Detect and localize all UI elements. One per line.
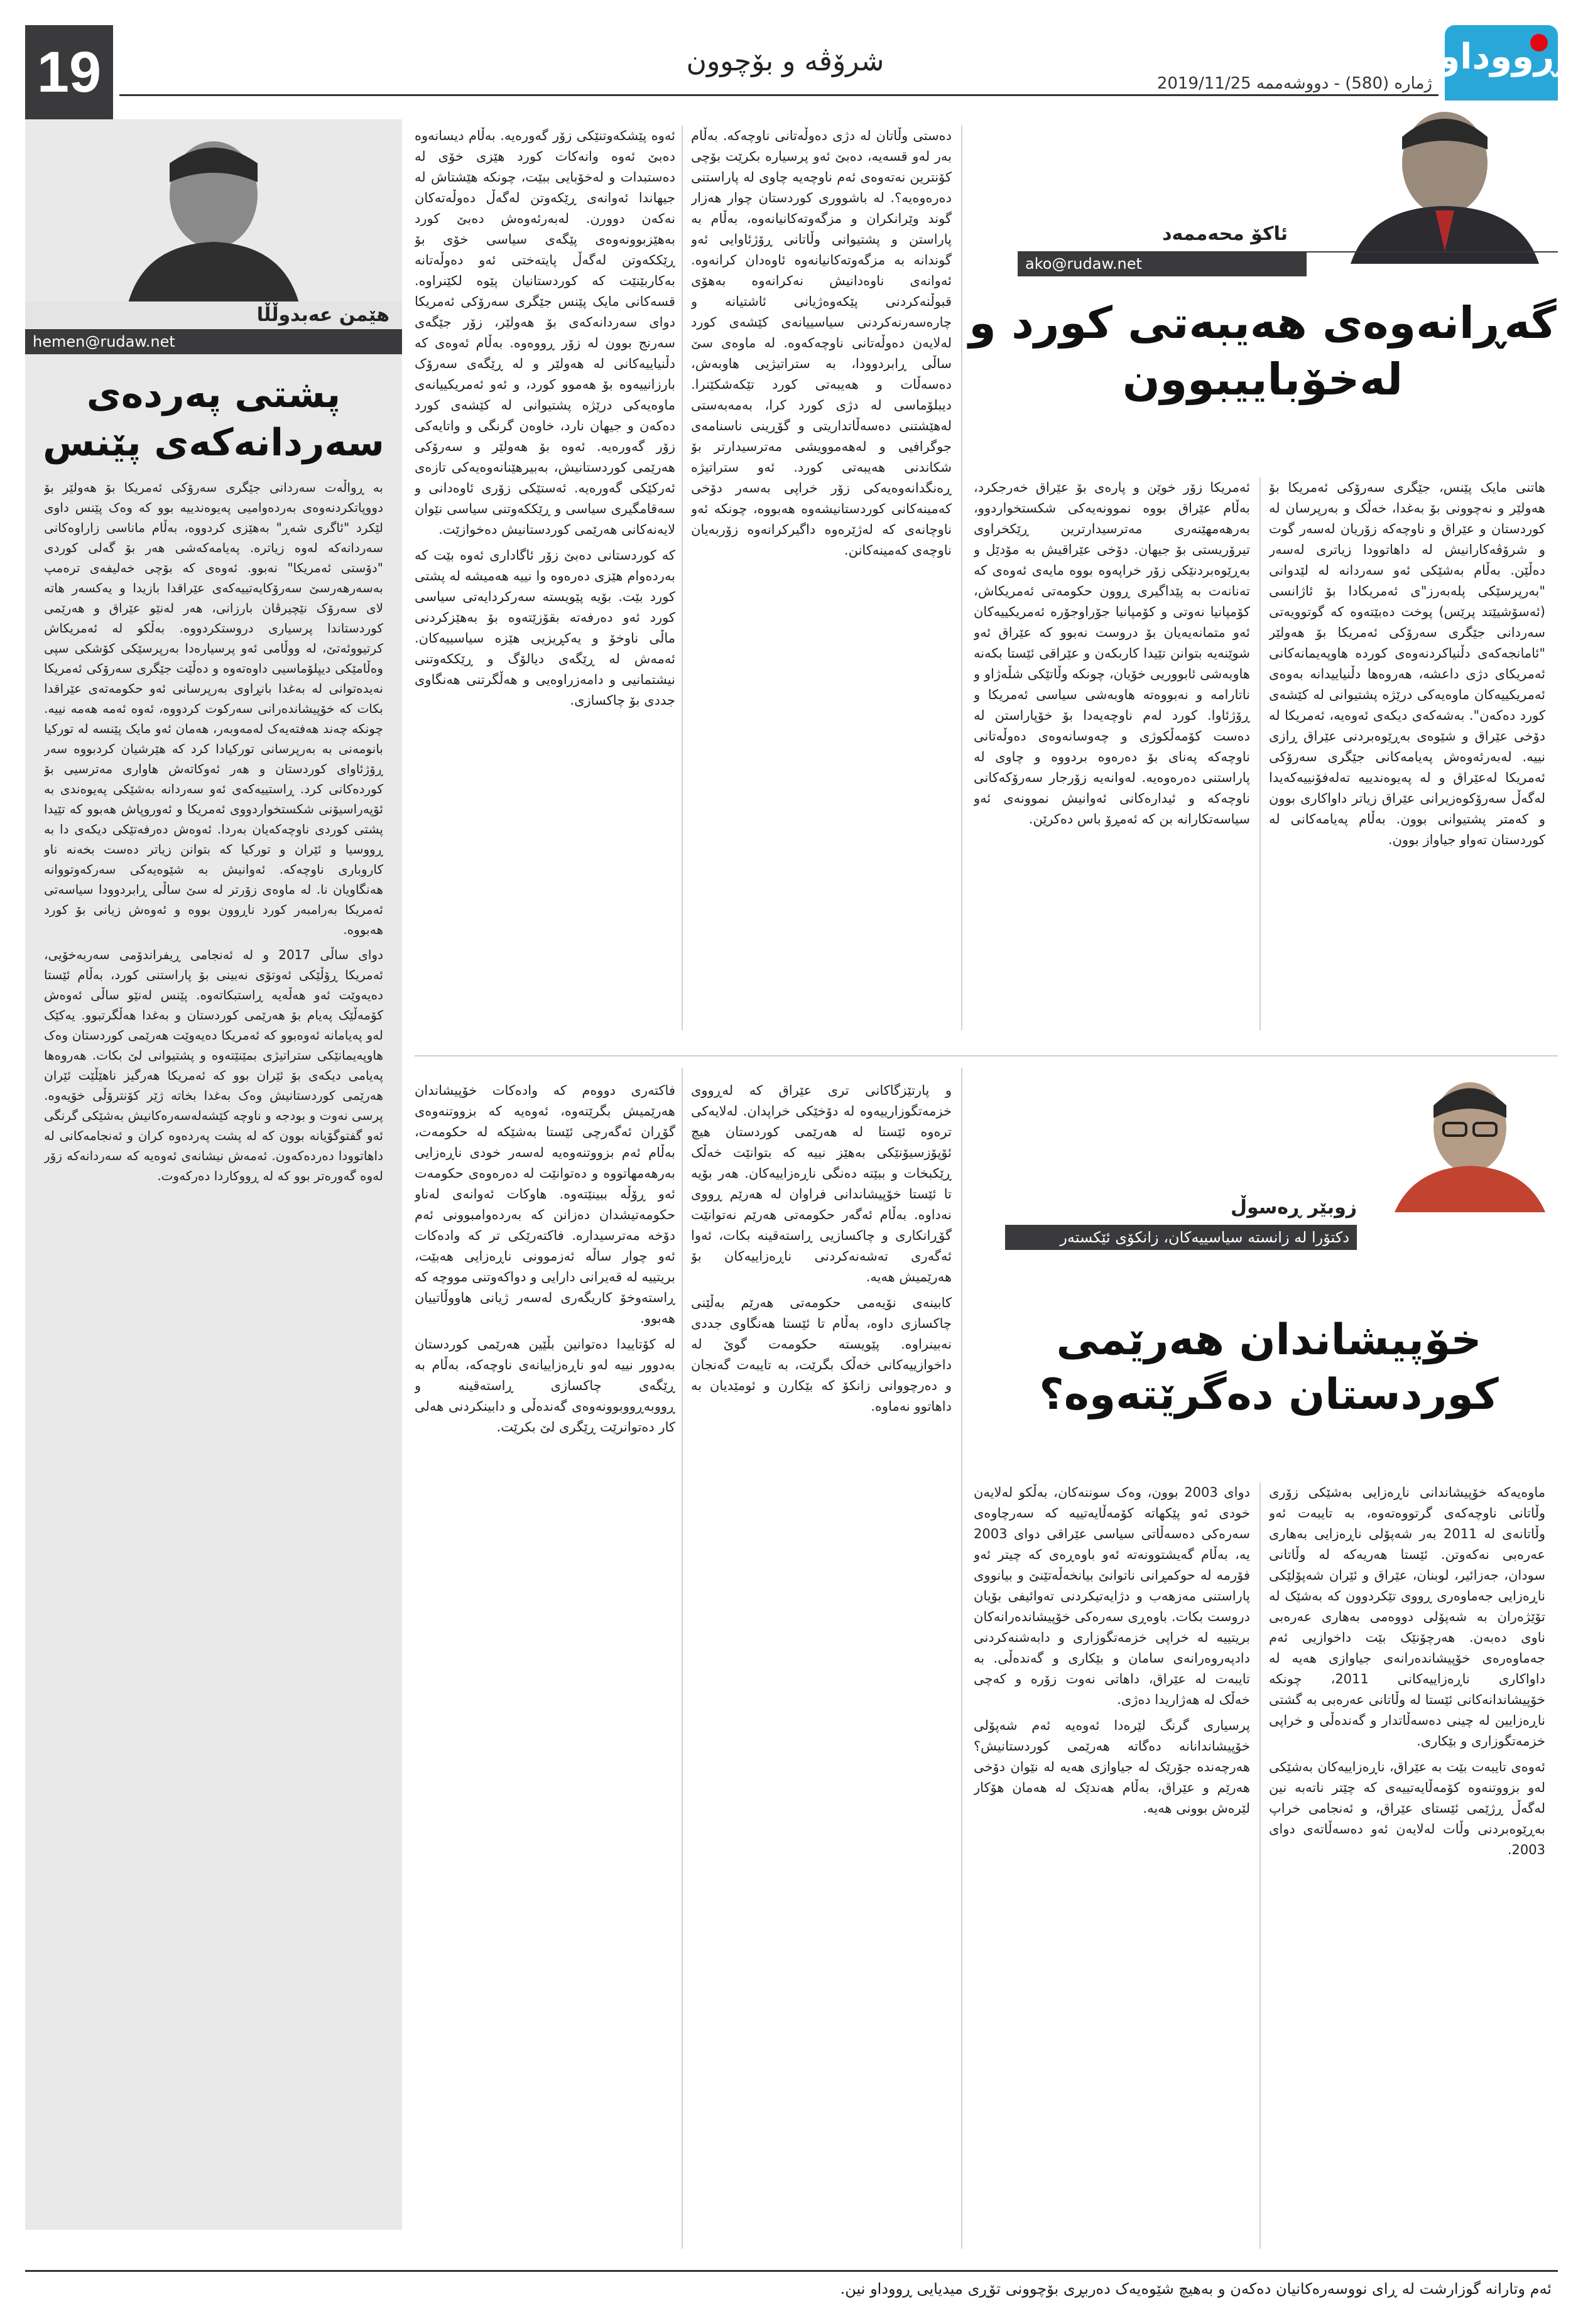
article1-col-far: [415, 126, 675, 1043]
section-divider: [415, 1055, 1558, 1056]
footer-disclaimer-text: ئەم وتارانە گوزارشت لە ڕای نووسەرەکانیان دەکەن و بەهیچ شێوەیەک دەربڕی بۆچوونی تۆڕی میدیایی ڕووداو نین.: [840, 2279, 1552, 2298]
article1-col-mid: [974, 477, 1250, 1043]
section-title: شرۆڤە و بۆچوون: [686, 45, 884, 77]
article1-paragraph-far-2: کە کوردستانی دەبێ زۆر ئاگاداری ئەوە بێت کە بەردەوام هێزی دەرەوە وا نییە هەمیشە لە پشتی کورد بێت. بۆیە پێویستە سەرکردایەتی سیاسی کورد ئەو دەرفەتە بقۆزێتەوە بۆ بەهێزکردنی ماڵی ناوخۆ و یەکڕیزیی هێزە سیاسییەکان. ئەمەش لە ڕێگەی دیالۆگ و ڕێککەوتنی نیشتمانیی و دامەزراوەیی و هەڵگرتنی هەنگاوی جددی بۆ چاکسازی.: [415, 548, 675, 708]
article1-headline-line2: لەخۆباییبوون: [1122, 353, 1403, 405]
article1-paragraph-mid: ئەمریکا زۆر خوێن و پارەی بۆ عێراق خەرجکرد، بەڵام عێراق بووە نموونەیەکی شکستخواردوو، بەرهەمهێنەری مەترسیدارترین ڕێکخراوی تیرۆریستی بۆ جیهان. دۆخی عێراقیش بە مۆدێل و بەڕێوەبردنێکی زۆر خراپەوە بووە مایەی ئەوەی کە تەنانەت بە پێداگیری ڕوون حکومەتی ئەمریکاش، کۆمپانیا نەوتی و کۆمپانیا جۆراوجۆرە ئەمریکییەکان ئەو متمانەیەیان بۆ دروست نەبوو کە عێراق ئەو شوێنەیە بتوانن تێیدا کاربکەن و عێراقی ئێستا بکەنە هاوبەشی ئابووریی خۆیان، چونکە وڵاتێکی شڵەژاو و ناتارامە و نەبووەتە هاوبەشی سیاسی ئەمریکا و ڕۆژئاوا. کورد لەم ناوچەیەدا بۆ خۆپاراستن لە دەست کۆمەڵکوژی و چەوسانەوەی دەوڵەتانی ناوچەکە پەنای بۆ دەرەوە بردووە و چاوی لە پاراستنی دەرەوەیە. لەوانەیە زۆرجار سەرۆکەکانی ناوچەکە و ئیدارەکانی ئەوانیش نموونەی ئەو سیاسەتکارانە بن کە ئەمڕۆ باس دەکرێن.: [974, 480, 1250, 827]
author-name-hemen: هێمن عەبدوڵڵا: [256, 304, 389, 326]
article2-paragraph-left: و پارتێزگاکانی تری عێراق کە لەڕووی خزمەتگوزارییەوە لە دۆخێکی خراپدان. لەلایەکی ترەوە ئێستا لە هەرێمی کوردستان هیچ ئۆپۆزسیۆنێکی بەهێز نییە کە بتوانێت خەڵک ڕێکبخات و ببێتە دەنگی ناڕەزاییەکان. هەر بۆیە تا ئێستا خۆپیشاندانی فراوان لە هەرێم ڕووی نەداوە. بەڵام ئەگەر حکومەتی هەرێم نەتوانێت گۆڕانکاری و چاکسازیی ڕاستەقینە بکات، ئەوا ئەگەری تەشەنەکردنی ناڕەزاییەکان بۆ هەرێمیش هەیە.: [691, 1083, 952, 1284]
article1-headline-line1: گەڕانەوەی هەیبەتی کورد و: [969, 297, 1557, 349]
email-hemen[interactable]: hemen@rudaw.net: [25, 329, 402, 354]
article2-paragraph-mid: دوای 2003 بوون، وەک سوننەکان، بەڵکو لەلایەن خودی ئەو پێکهاتە کۆمەڵایەتییە کە سەرچاوەی سەرەکی دەسەڵاتی سیاسی عێراقی دوای 2003 یە، بەڵام گەیشتوونەتە ئەو باوەڕەی کە چیتر ئەو فۆرمە لە حوکمڕانی ناتوانێ بیانخەڵەتێنێ و بیانووی پاراستنی مەزهەب و دژایەتیکردنی تەوائیفی بۆیان دروست بکات. باوەڕی سەرەکی خۆپیشاندەرانەکان بریتییە لە خراپی خزمەتگوزاری و دابەشنەکردنی دادپەروەرانەی سامان و بێکاری و گەندەڵی. بە تایبەت لە عێراق، داهاتی نەوت زۆرە و کەچی خەڵک لە هەژاریدا دەژی.: [974, 1485, 1250, 1707]
footer-disclaimer: [25, 2270, 1558, 2305]
sidebar-body: [44, 477, 383, 2211]
column-rule: [682, 126, 683, 1030]
article2-paragraph-right: ماوەیەکە خۆپیشاندانی ناڕەزایی بەشێکی زۆری وڵاتانی ناوچەکەی گرتووەتەوە، بە تایبەت ئەو وڵاتانەی لە 2011 بەر شەپۆلی ناڕەزایی بەهاری عەرەبی نەکەوتن. ئێستا هەریەکە لە وڵاتانی سودان، جەزائیر، لوبنان، عێراق و ئێران شەپۆلێکی ناڕەزایی جەماوەری ڕووی تێکردوون کە بەشێک لە تۆێژەران بە شەپۆلی دووەمی بەهاری عەرەبی ناوی دەبەن. هەرچۆنێک بێت داخوازیی ئەم جەماوەرەی خۆپیشاندەرانەی جیاوازی هەیە لە داواکاری ناڕەزاییەکانی 2011، چونکە خۆپیشاندانەکانی ئێستا لە وڵاتانی عەرەبی بە گشتی ناڕەزایین لە چینی دەسەڵاتدار و گەندەڵی و خراپی خزمەتگوزاری و بێکاری.: [1269, 1485, 1545, 1749]
article2-col-mid: [974, 1482, 1250, 2255]
column-rule: [961, 126, 962, 1030]
article2-col-left: [691, 1080, 952, 2255]
article1-headline: [967, 295, 1558, 408]
article1-paragraph-right: هاتنی مایک پێنس، جێگری سەرۆکی ئەمریکا بۆ هەولێر و نەچوونی بۆ بەغدا، خەڵک و بەرپرسان لە کوردستان و عێراق و ناوچەکە زۆریان لەسەر گوت و شرۆڤەکارانیش لە داهاتوودا زیاتری لەسەر دەڵێن. بەڵام بەشێکی ئەو سەردانە لە لێدوانی "بەرپرسێکی پلەبەرز"ی ئەمریکادا بۆ ئاژانسی (ئەسۆشیێتد پرێس) پوخت دەبێتەوە کە گوتوویەتی سەردانی جێگری سەرۆکی ئەمریکا بۆ هەولێر "ئامانجەکەی دڵنیاکردنەوەی کوردە هاوپەیمانەکانی ئەمریکای دژی داعشە، هەروەها دڵنیاییدانە بەوەی ئەمریکییەکان ماوەیەکی درێژە پشتیوانی لە کێشەی کورد دەکەن". بەشەکەی دیکەی ئەوەیە، ئەمریکا لە دۆخی عێراق و شێوەی بەڕێوەبردنی عێراق ڕازی نییە. لەبەرئەوەش پەیامەکانی جێگری سەرۆکی ئەمریکا لەعێراق و لە پەیوەندییە تەلەفۆنییەکەیدا لەگەڵ سەرۆکوەزیرانی عێراق زیاتر داواکاری بوون و کەمتر پشتیوانی بوون. بەڵام پەیامەکانی لە کوردستان تەواو جیاواز بوون.: [1269, 480, 1545, 847]
issue-info: ژمارە (580) - دووشەممە 2019/11/25: [1156, 74, 1432, 93]
article2-paragraph-left-2: کابینەی نۆیەمی حکومەتی هەرێم بەڵێنی چاکسازی داوە، بەڵام تا ئێستا هەنگاوی جددی نەبینراوە. پێویستە حکومەت گوێ لە داخوازییەکانی خەڵک بگرێت، بە تایبەت گەنجان و دەرچووانی زانکۆ کە بێکارن و ئومێدیان بە داهاتوو نەماوە.: [691, 1295, 952, 1414]
article2-headline-line1: خۆپیشاندان هەرێمی: [1056, 1315, 1482, 1365]
article2-col-right: [1269, 1482, 1545, 2255]
page-number: 19: [25, 25, 113, 119]
article1-col-right: [1269, 477, 1545, 1043]
article2-paragraph-right-2: ئەوەی تایبەت بێت بە عێراق، ناڕەزاییەکان بەشێکی لەو بزووتنەوە کۆمەڵایەتییەی کە چێتر ناتەبە نین لەگەڵ ڕژێمی ئێستای عێراق، و ئەنجامی خراپ بەڕێوەبردنی وڵات لەلایەن ئەو دەسەڵاتەی دوای 2003.: [1269, 1759, 1545, 1857]
column-rule: [961, 1068, 962, 2249]
article1-col-left: [691, 126, 952, 1043]
article2-headline-line2: کوردستان دەگرێتەوە؟: [1039, 1370, 1499, 1420]
sidebar-paragraph-2: دوای ساڵی 2017 و لە ئەنجامی ڕیفراندۆمی سەربەخۆیی، ئەمریکا ڕۆڵێکی ئەوتۆی نەبینی بۆ پاراستنی کورد، بەڵام ئێستا دەیەوێت ئەو هەڵەیە ڕاستبکاتەوە. پێنس لەنێو ساڵی ئەوەش کۆمەڵێک پەیام بۆ هەرێمی کوردستان و بەغدا هەڵگرتبوو. یەکێک لەو پەیامانە ئەوەبوو کە ئەمریکا دەیەوێت هەرێمی کوردستان وەک هاوپەیمانێکی ستراتیژی بمێنێتەوە و پشتیوانی لێ بکات. هەروەها پەیامی دیکەی بۆ ئێران بوو کە ئەمریکا هەرگیز ناهێڵێت ئێران هەرێمی کوردستانیش وەک بەغدا بخاتە ژێر کۆنترۆڵی خۆیەوە. پرسی نەوت و بودجە و ناوچە کێشەلەسەرەکانیش بەشێکی گرنگی ئەو گفتوگۆیانە بوون کە لە پشت پەردەوە کران و ئەنجامەکانی لە داهاتوودا دەردەکەون. ئەمەش نیشانەی ئەوەیە کە سەردانەکە زۆر لەوە گەورەتر بوو کە لە ڕووکاردا دەرکەوت.: [44, 947, 383, 1183]
column-rule: [1259, 1482, 1261, 2249]
author-photo-zubair: [1382, 1068, 1558, 1212]
article2-subtitle: دکتۆرا لە زانستە سیاسییەکان، زانکۆی ئێکستەر: [1005, 1225, 1357, 1250]
sidebar-headline: [38, 371, 389, 467]
column-rule: [1259, 477, 1261, 1030]
author-photo-ako: [1332, 100, 1558, 264]
article2-paragraph-mid-2: پرسیاری گرنگ لێرەدا ئەوەیە ئەم شەپۆلی خۆپیشاندانانە دەگاتە هەرێمی کوردستانیش؟ هەرچەندە جۆرێک لە جیاوازی هەیە لە نێوان دۆخی هەرێم و عێراق، بەڵام هەندێک لە هەمان هۆکار لێرەش بوونی هەیە.: [974, 1718, 1250, 1816]
logo-text: ڕووداو: [1438, 36, 1558, 77]
sidebar-headline-line2: سەردانەکەی پێنس: [43, 420, 384, 465]
article2-col-far: [415, 1080, 675, 2255]
article2-paragraph-far-2: لە کۆتاییدا دەتوانین بڵێین هەرێمی کوردستان بەدوور نییە لەو ناڕەزاییانەی ناوچەکە، بەڵام بە ڕێگەی چاکسازی ڕاستەقینە و ڕووبەڕووبوونەوەی گەندەڵی و دابینکردنی هەلی کار دەتوانرێت ڕێگری لێ بکرێت.: [415, 1337, 675, 1435]
author-name-ako: ئاکۆ محەممەد: [1162, 223, 1288, 245]
column-rule: [682, 1068, 683, 2249]
author-photo-hemen: [101, 126, 327, 314]
article2-headline: [993, 1313, 1545, 1422]
header-rule: [119, 94, 1439, 96]
article1-paragraph-far: ئەوە پێشکەوتنێکی زۆر گەورەیە. بەڵام دیسانەوە دەبێ ئەوە وانەکات کورد هێزی خۆی لە دەستبدات و لەخۆبایی ببێت، چونکە هێشتاش لە جیهاندا ئەوانەی ڕێکەوتن لەگەڵ دەوڵەتەکان نەکەن دوورن. لەبەرئەوەش دەبێ کورد بەهێزبوونەوەی پێگەی سیاسی خۆی بۆ ڕێککەوتن لەگەڵ پایتەختی ئەو دەوڵەتانە بەکاربێنێت کە کوردستانیان پێوە لکێنراوە. قسەکانی مایک پێنس جێگری سەرۆکی ئەمریکا دوای سەردانەکەی بۆ هەولێر، زۆر جێگەی سەرنج بوون لە زۆر ڕووەوە. بەڵام ئەوەی کە دڵنیاییەکانی لە هەولێر و لە ڕێگەی سەرۆک بارزانییەوە بۆ هەموو کورد، و ئەو ئەمریکییانەی ماوەیەکی درێژە پشتیوانی لە کێشەی کورد دەکەن و جیهان نارد، خاوەن گرنگی و واتایەکی زۆر گەورەیە. ئەوە بۆ هەولێر و سەرۆکی هەرێمی کوردستانیش، بەبیرهێنانەوەیەکی تازەی ئەرکێکی گەورەیە. ئەستێکی زۆری ئاوەدانی و سەقامگیری سیاسی و ڕێککەوتنی سیاسی نێوان لایەنەکانی هەرێمی کوردستانیش دەخوازێت.: [415, 128, 675, 537]
article2-paragraph-far: فاکتەری دووەم کە وادەکات خۆپیشاندان هەرێمیش بگرێتەوە، ئەوەیە کە بزووتنەوەی گۆڕان ئەگەرچی ئێستا بەشێکە لە حکومەت، بەڵام ئەم بزووتنەوەیە لەسەر خودی ناڕەزایی بەرهەمهاتووە و دەتوانێت لە دەرەوەی حکومەت ئەو ڕۆڵە ببینێتەوە. هاوکات ئەوانەی لەناو حکومەتیشدان دەزانن کە بەردەوامبوونی ئەم دۆخە مەترسیدارە. فاکتەرێکی تر کە وادەکات ئەو چوار ساڵە ئەزموونی ناڕەزایی هەبێت، بریتییە لە قەیرانی دارایی و دواکەوتنی مووچە کە ڕاستەوخۆ کاریگەری لەسەر ژیانی هاووڵاتییان هەبوو.: [415, 1083, 675, 1326]
sidebar-headline-line1: پشتی پەردەی: [86, 372, 341, 416]
author-name-zubair: زوبێر ڕەسوڵ: [1230, 1197, 1357, 1219]
article1-paragraph-left: دەستی وڵاتان لە دژی دەوڵەتانی ناوچەکە. بەڵام بەر لەو قسەیە، دەبێ ئەو پرسیارە بکرێت بۆچی کۆنترین نەتەوەی ئەم ناوچەیە چاوی لە پاراستنی دەرەوەیە؟. لە باشووری کوردستان چوار هەزار گوند وێرانکران و مزگەوتەکانیانەوە، بەڵام بە پاراستن و پشتیوانی وڵاتانی ڕۆژئاوایی ئەو گوندانە بە مزگەوتەکانیانەوە ئاوەدان کرانەوە. ئەوانەی ناوەدانیش نەکرانەوە بەهۆی قبوڵنەکردنی پێکەوەژیانی ئاشتیانە و چارەسەرنەکردنی سیاسییانەی کێشەی کورد لەلایەن دەوڵەتانی ناوچەکەوە. لە ماوەی سێ ساڵی ڕابردوودا، بە ستراتیژیی هاوبەش، دەسەڵات و هەیبەتی کورد تێکەشکێنرا. دیبلۆماسی لە دژی کورد کرا، بەمەبەستی لەهێشتنی دەسەڵاتداریتی و گۆڕینی ناسنامەی جوگرافیی و لەهەموویشی مەترسیدارتر بۆ شکاندنی هەیبەتی کورد. ئەو ستراتیژە ڕەنگدانەوەیەکی زۆر خراپی بەسەر دۆخی کەمینەکانی کوردستانیشەوە هەبووە، چونکە ئەو ناوچانەی کە لەژێرەوە داگیرکرانەوە زۆربەیان ناوچەی کەمینەکانن.: [691, 128, 952, 558]
sidebar-paragraph-1: بە ڕواڵەت سەردانی جێگری سەرۆکی ئەمریکا بۆ هەولێر بۆ دووپاتکردنەوەی بەردەوامیی پەیوەندییە بوو کە وەک پێنس داوی لێکرد "ئاگری شەڕ" بەهێزی کردووە، بەڵام ماناسی زاراوەکانی سەردانەکە لەوە زیاترە. پەیامەکەشی هەر بۆ گەلی کوردی "دۆستی ئەمریکا" نەبوو. ئەوەی کە بۆچی خەلیفەی ترەمپ بەسەرهەرسێ سەرۆکایەتییەکەی عێراقدا بازیدا و یەکسەر هاتە لای سەرۆک نێچیرڤان بارزانی، هەر لەنێو عێراق و هەرێمی کوردستاندا پرسیاری دروستکردووە. بەڵکو لە ئەمریکاش کرتیووئەتێ، لە ووڵامی ئەو پرسیارەدا بەرپرسێکی کۆشکی سپی وەڵامێکی دیپلۆماسیی داوەتەوە و دەڵێت جێگری سەرۆکی ئەمریکا نەیدەتوانی لە بەغدا بانڕاوی بەرپرسانی ئەو حکومەتەی عێراقدا بکات کە خۆپیشاندەرانی سەرکوت کردووە، ئەوە ئەمە هەمە نییە. چونکە چەند هەفتەیەک لەمەوبەر، هەمان ئەو مایک پێنسە لە تورکیا بانومەنی بە بەرپرسانی تورکیادا کرد کە هێرشیان کردبووە سەر ڕۆژئاوای کوردستان و هەر ئەوکاتەش هاواری مەترسیی بۆ کوردەکانی کرد. ڕاستییەکەی ئەو سەردانە بەشێکی پەیوەندی بە ئۆپەراسیۆنی شکستخواردووی ئەمریکا و ئەوروپاش هەبوو کە تێیدا پشتی کوردی ناوچەکەیان بەردا. ئەوەش دەرفەتێکی دیکەی دا بە ڕووسیا و ئێران و تورکیا کە بتوانن زیاتر دەست بخەنە ناو کاروباری ناوچەکە. ئەوانیش بە شێوەیەکی سەرکەوتووانە هەنگاویان نا. لە ماوەی زۆرتر لە سێ ساڵی ڕابردوودا سیاسەتی ئەمریکا بەرامبەر کورد ناڕوون بووە و ئەوەش زیانی بۆ کورد هەبووە.: [44, 480, 383, 937]
email-ako[interactable]: ako@rudaw.net: [1018, 251, 1307, 276]
